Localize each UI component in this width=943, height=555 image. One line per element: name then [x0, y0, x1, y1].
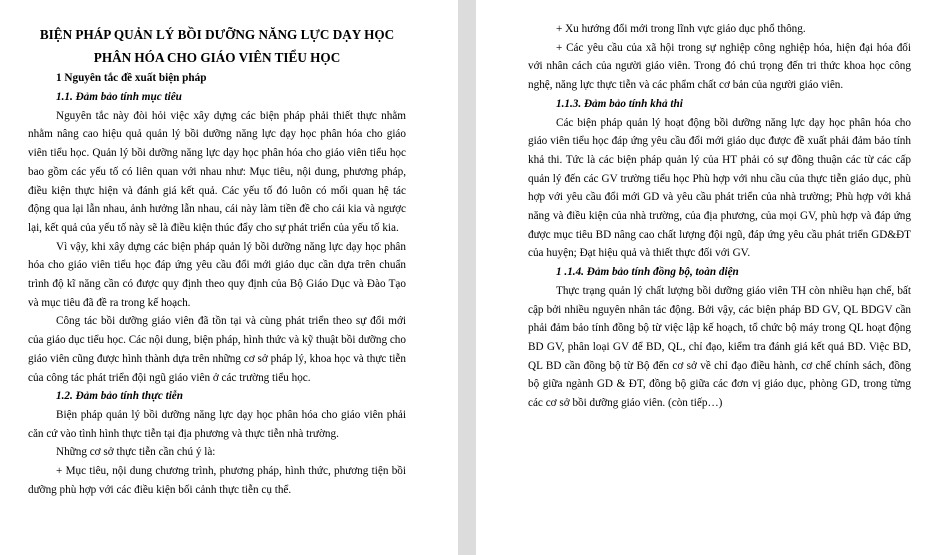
heading-1-1: 1.1. Đảm bảo tính mục tiêu [56, 91, 182, 103]
paragraph: + Mục tiêu, nội dung chương trình, phương pháp, hình thức, phương tiện bồi dưỡng phù hợp với các điều kiện bối cảnh thực tiễn cụ thể. [28, 465, 406, 496]
paragraph: Các biện pháp quản lý hoạt động bồi dưỡng năng lực dạy học phân hóa cho giáo viên tiểu học đáp ứng yêu cầu đổi mới giáo dục được đề xuất phải đảm bảo tính khả thi. Tức là các biện pháp quản lý của HT phải có sự đồng thuận các từ các cấp quản lý đến các GV trường tiểu học Phù hợp với nhu cầu của thực tiễn giáo dục, phù hợp với yêu cầu đổi mới GD và yêu cầu phát triển của nhà trường; Phù hợp với khả năng và điều kiện của nhà trường, của địa phương, của mọi GV, phù hợp và đáp ứng được mục tiêu BD nâng cao chất lượng đội ngũ, đáp ứng yêu cầu phát triển GD&ĐT của huyện; Đạt hiệu quả và thiết thực đối với GV. [528, 116, 911, 260]
paragraph: Vì vậy, khi xây dựng các biện pháp quản lý bồi dưỡng năng lực dạy học phân hóa cho giáo viên tiểu học đáp ứng yêu cầu đổi mới giáo dục cần dựa trên chuẩn trình độ kĩ năng cần có được quy định theo quy định của Bộ Giáo Dục và Đào Tạo và mục tiêu đã đề ra trong kế hoạch. [28, 240, 406, 309]
heading-1-2: 1.2. Đảm bảo tính thực tiễn [56, 390, 183, 403]
paragraph: + Các yêu cầu của xã hội trong sự nghiệp công nghiệp hóa, hiện đại hóa đối với nhân cách của người giáo viên. Trong đó chú trọng đến tri thức khoa học công nghệ, năng lực thực tiễn và các phẩm chất cơ bản của người giáo viên. [528, 41, 911, 92]
paragraph: Công tác bồi dưỡng giáo viên đã tồn tại và cùng phát triển theo sự đổi mới của giáo dục tiểu học. Các nội dung, biện pháp, hình thức và kỹ thuật bồi dưỡng cho giáo viên cũng được hình thành dựa trên những cơ sở pháp lý, khoa học và thực tiễn của công tác phát triển đội ngũ giáo viên ở các trường tiểu học. [28, 315, 406, 384]
heading-section-1: 1 Nguyên tắc đề xuất biện pháp [56, 72, 207, 84]
paragraph: Những cơ sở thực tiễn cần chú ý là: [56, 446, 216, 459]
document-title-line-2: PHÂN HÓA CHO GIÁO VIÊN TIỂU HỌC [93, 50, 341, 65]
document-title-line-1: BIỆN PHÁP QUẢN LÝ BỒI DƯỠNG NĂNG LỰC DẠY HỌC [39, 27, 395, 42]
heading-1-1-4: 1 .1.4. Đảm bảo tính đồng bộ, toàn diện [556, 266, 739, 279]
page-gutter [458, 0, 476, 555]
paragraph: Nguyên tắc này đòi hỏi việc xây dựng các biện pháp phải thiết thực nhằm nhằm nâng cao hiệu quả quản lý bồi dưỡng năng lực dạy học phân hóa cho giáo viên tiểu học. Quản lý bồi dưỡng năng lực dạy học phân hóa cho giáo viên tiểu học bao gồm các yếu tố có liên quan với nhau như: Mục tiêu, nội dung, phương pháp, điều kiện thực hiện và đánh giá kết quả. Các yếu tố đó luôn có mối quan hệ tác động qua lại lẫn nhau, ảnh hưởng lẫn nhau, cái này làm tiền đề cho cái kia và ngược lại, kết quả của yếu tố này sẽ là điều kiện thúc đẩy cho sự phát triển của yếu tố kia. [28, 109, 406, 234]
document-page-left [0, 0, 458, 555]
document-page-right [476, 0, 943, 555]
paragraph: Thực trạng quản lý chất lượng bồi dưỡng giáo viên TH còn nhiều hạn chế, bất cập bởi nhiều nguyên nhân tác động. Bởi vậy, các biện pháp BD GV, QL BDGV cần phải đảm bảo tính đồng bộ từ việc lập kế hoạch, tổ chức bộ máy trong QL hoạt động BD GV, phân loại GV để BD, QL, chỉ đạo, kiểm tra đánh giá kết quả BD. Việc BD, QL BD cần đồng bộ từ Bộ đến cơ sở về chỉ đạo điều hành, cơ chế chính sách, đồng bộ giữa ngành GD & ĐT, đồng bộ giữa các đơn vị giáo dục, phòng GD, trong từng các cơ sở bồi dưỡng giáo viên. (còn tiếp…) [528, 284, 911, 410]
heading-1-1-3: 1.1.3. Đảm bảo tính khả thi [556, 97, 683, 110]
paragraph: + Xu hướng đổi mới trong lĩnh vực giáo dục phổ thông. [556, 23, 806, 35]
paragraph: Biện pháp quản lý bồi dưỡng năng lực dạy học phân hóa cho giáo viên phải căn cứ vào tình hình thực tiễn tại địa phương và thực tiễn nhà trường. [28, 408, 406, 440]
